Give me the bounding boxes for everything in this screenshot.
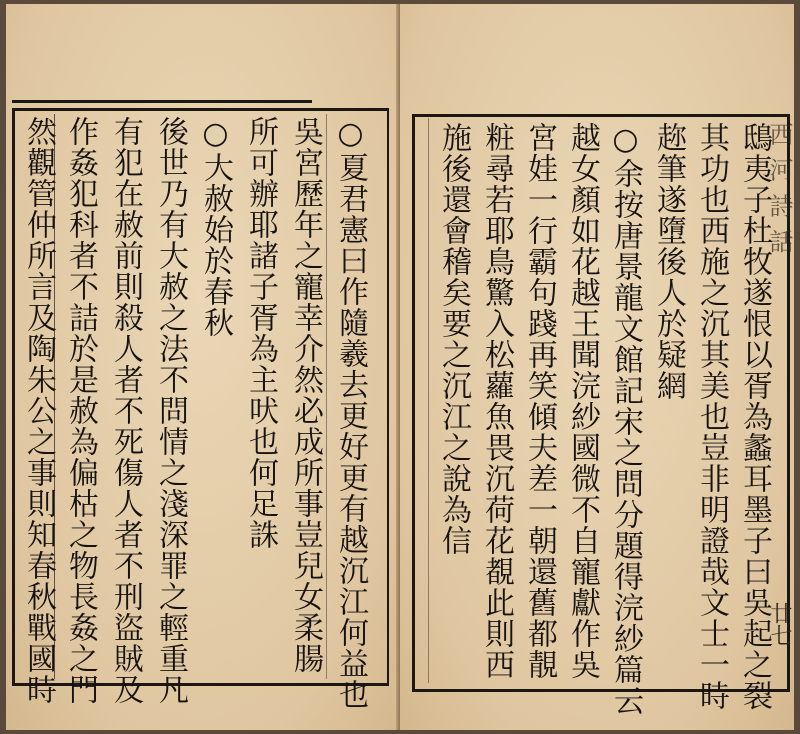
left-column-2: 吳宮歷年之寵幸介然必成所事豈兒女柔腸 <box>288 116 323 674</box>
right-page <box>400 4 794 730</box>
left-page <box>6 4 398 730</box>
right-column-1: 鴟夷子杜牧遂恨以胥為蠡耳墨子曰吳起之裂 <box>737 122 772 711</box>
left-column-7: 作姦犯科者不詰於是赦為偏枯之物長姦之門 <box>63 116 98 705</box>
left-column-3: 所可辦耶諸子胥為主吠也何足誅 <box>243 116 278 550</box>
left-column-8: 然觀管仲所言及陶朱公之事則知春秋戰國時 <box>21 116 56 705</box>
right-column-8: 施後還會稽矣要之沉江之說為信 <box>436 122 471 556</box>
left-column-6: 有犯在赦前則殺人者不死傷人者不刑盜賊及 <box>108 116 143 705</box>
left-top-rule <box>12 100 312 103</box>
right-column-6: 宮娃一行霸句踐再笑傾夫差一朝還舊都靚 <box>522 122 557 680</box>
column-rule <box>428 118 429 683</box>
left-column-1: ○夏君憲曰作隨羲去更好更有越沉江何益也 <box>333 116 368 710</box>
column-rule <box>326 114 327 679</box>
right-column-5: 越女顏如花越王聞浣紗國微不自寵獻作吳 <box>565 122 600 680</box>
right-margin-title: 西 河 詩 話 <box>765 122 793 255</box>
left-column-4: ○大赦始於春秋 <box>198 116 233 338</box>
right-page-number: 廿七 <box>767 602 792 646</box>
left-column-5: 後世乃有大赦之法不問情之淺深罪之輕重凡 <box>153 116 188 705</box>
right-column-3: 趂筆遂墮後人於疑網 <box>651 122 686 401</box>
open-book <box>6 4 794 730</box>
right-column-4: ○余按唐景龍文館記宋之問分題得浣紗篇云 <box>608 122 643 716</box>
right-column-7: 粧尋若耶鳥驚入松蘿魚畏沉荷花覩此則西 <box>479 122 514 680</box>
right-column-2: 其功也西施之沉其美也豈非明證哉文士一時 <box>694 122 729 711</box>
